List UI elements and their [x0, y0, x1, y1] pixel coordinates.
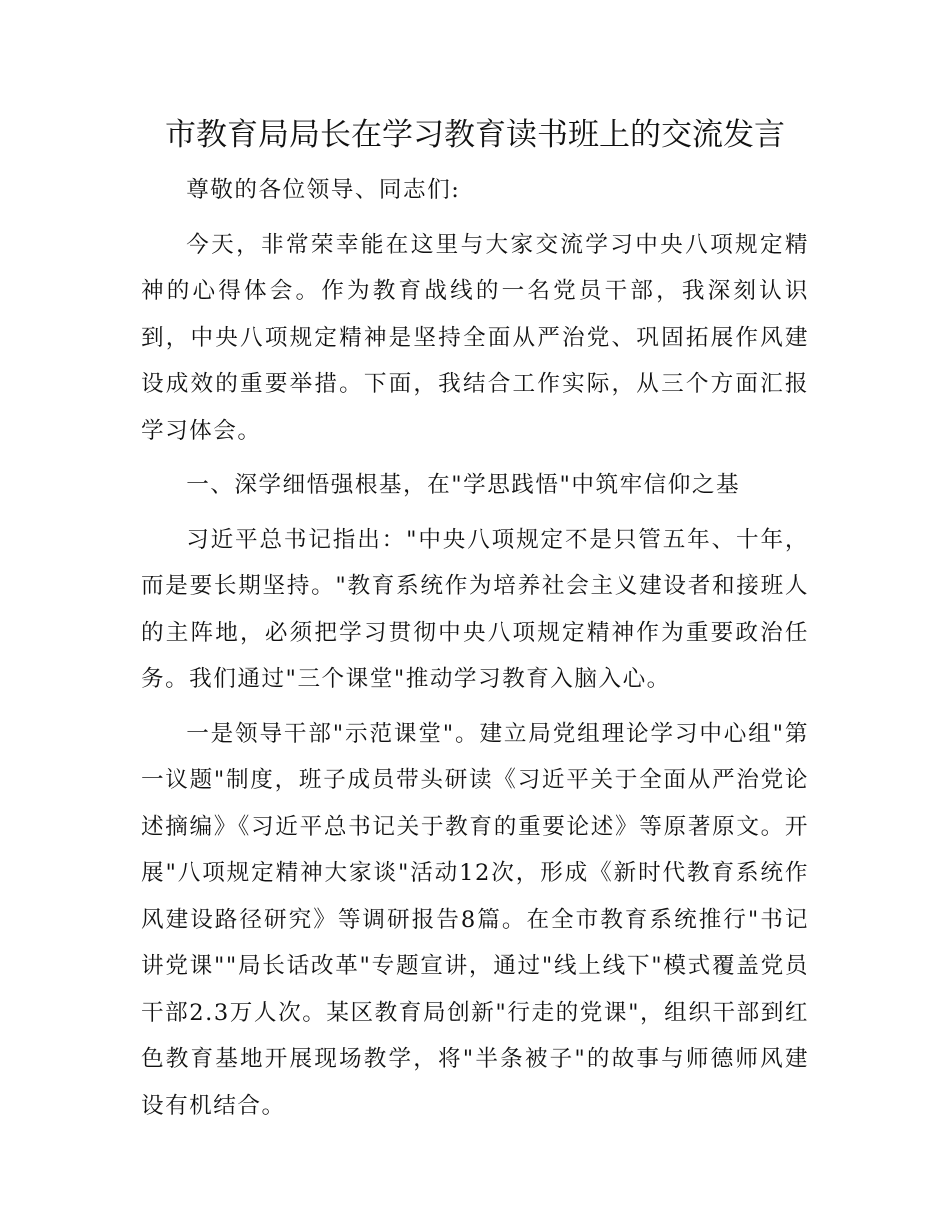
section-heading: 一、深学细悟强根基，在"学思践悟"中筑牢信仰之基 — [186, 472, 741, 498]
intro-paragraph: 今天，非常荣幸能在这里与大家交流学习中央八项规定精神的心得体会。作为教育战线的一名党员干部，我深刻认识到，中央八项规定精神是坚持全面从严治党、巩固拓展作风建设成效的重要举措。下面，我结合工作实际，从三个方面汇报学习体会。 — [141, 231, 809, 444]
salutation-paragraph: 尊敬的各位领导、同志们: — [186, 177, 461, 203]
document-title: 市教育局局长在学习教育读书班上的交流发言 — [165, 117, 785, 153]
document-body — [141, 167, 809, 1137]
quote-paragraph: 习近平总书记指出："中央八项规定不是只管五年、十年，而是要长期坚持。"教育系统作为培养社会主义建设者和接班人的主阵地，必须把学习贯彻中央八项规定精神作为重要政治任务。我们通过"三个课堂"推动学习教育入脑入心。 — [141, 526, 809, 692]
demonstration-class-paragraph: 一是领导干部"示范课堂"。建立局党组理论学习中心组"第一议题"制度，班子成员带头研读《习近平关于全面从严治党论述摘编》《习近平总书记关于教育的重要论述》等原著原文。开展"八项规定精神大家谈"活动12次，形成《新时代教育系统作风建设路径研究》等调研报告8篇。在全市教育系统推行"书记讲党课""局长话改革"专题宣讲，通过"线上线下"模式覆盖党员干部2.3万人次。某区教育局创新"行走的党课"，组织干部到红色教育基地开展现场教学，将"半条被子"的故事与师德师风建设有机结合。 — [141, 720, 809, 1119]
